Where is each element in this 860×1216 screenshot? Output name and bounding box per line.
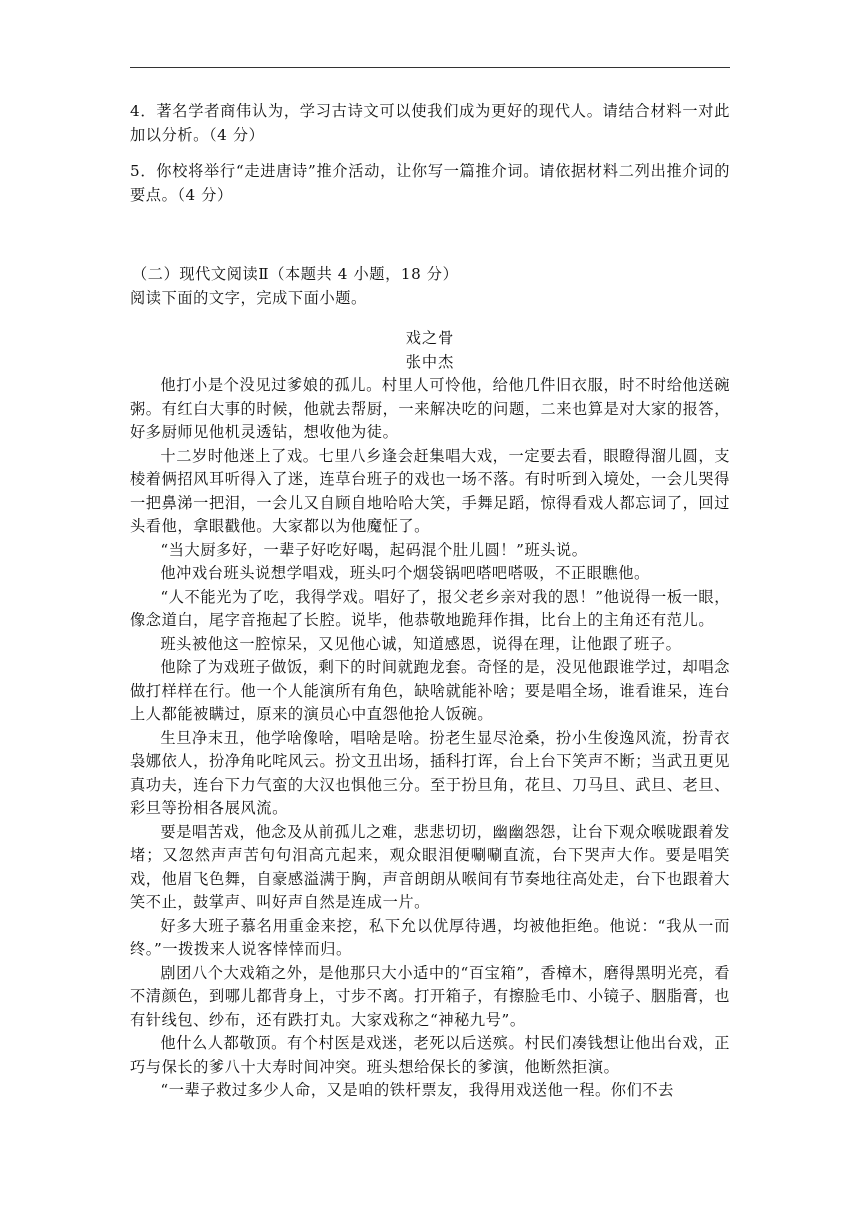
article-paragraph: 剧团八个大戏箱之外，是他那只大小适中的“百宝箱”，香樟木，磨得黑明光亮，看不清颜色，到哪儿都背身上，寸步不离。打开箱子，有擦脸毛巾、小镜子、胭脂膏，也有针线包、纱布，还有跌打丸。大家戏称之“神秘九号”。 (130, 963, 730, 1029)
section-heading: （二）现代文阅读Ⅱ（本题共 4 小题，18 分） (132, 265, 459, 283)
article-paragraph: 班头被他这一腔惊呆，又见他心诚，知道感恩，说得在理，让他跟了班子。 (160, 634, 682, 653)
article-paragraph: 他冲戏台班头说想学唱戏，班头叼个烟袋锅吧嗒吧嗒吸，不正眼瞧他。 (160, 564, 650, 582)
article-paragraph: 好多大班子慕名用重金来挖，私下允以优厚待遇，均被他拒绝。他说：“我从一而终。”一拨拨来人说客悻悻而归。 (130, 916, 730, 958)
article-paragraph: 他打小是个没见过爹娘的孤儿。村里人可怜他，给他几件旧衣服，时不时给他送碗粥。有红白大事的时候，他就去帮厨，一来解决吃的问题，二来也算是对大家的报答，好多厨师见他机灵透钻，想收他为徒。 (130, 376, 730, 441)
section-instruction: 阅读下面的文字，完成下面小题。 (130, 288, 367, 307)
page-content (130, 100, 730, 1103)
question-5: 5．你校将举行“走进唐诗”推介活动，让你写一篇推介词。请依据材料二列出推介词的要点。（4 分） (130, 162, 730, 204)
article-paragraph: “一辈子救过多少人命，又是咱的铁杆票友，我得用戏送他一程。你们不去 (160, 1081, 674, 1099)
header-rule (130, 67, 730, 68)
article-paragraph: 生旦净末丑，他学啥像啥，唱啥是啥。扮老生显尽沧桑，扮小生俊逸风流，扮青衣袅娜依人，扮净角叱咤风云。扮文丑出场，插科打诨，台上台下笑声不断；当武丑更见真功夫，连台下力气蛮的大汉也惧他三分。至于扮旦角，花旦、刀马旦、武旦、老旦、彩旦等扮相各展风流。 (130, 728, 730, 817)
article-title: 戏之骨 (405, 329, 455, 347)
article-paragraph: 要是唱苦戏，他念及从前孤儿之难，悲悲切切，幽幽怨怨，让台下观众喉咙跟着发堵；又忽然声声苦句句泪高亢起来，观众眼泪便唰唰直流，台下哭声大作。要是唱笑戏，他眉飞色舞，自豪感溢满于胸，声音朗朗从喉间有节奏地往高处走，台下也跟着大笑不止，鼓掌声、叫好声自然是连成一片。 (130, 822, 730, 911)
article-paragraph: “当大厨多好，一辈子好吃好喝，起码混个肚儿圆！”班头说。 (160, 540, 588, 559)
question-4: 4．著名学者商伟认为，学习古诗文可以使我们成为更好的现代人。请结合材料一对此加以分析。（4 分） (130, 102, 730, 144)
article-author: 张中杰 (405, 352, 455, 371)
article-paragraph: 他什么人都敬顶。有个村医是戏迷，老死以后送殡。村民们凑钱想让他出台戏，正巧与保长的爹八十大寿时间冲突。班头想给保长的爹演，他断然拒演。 (130, 1034, 730, 1076)
article-paragraph: “人不能光为了吃，我得学戏。唱好了，报父老乡亲对我的恩！”他说得一板一眼，像念道白，尾字音拖起了长腔。说毕，他恭敬地跪拜作揖，比台上的主角还有范儿。 (130, 587, 730, 629)
article-paragraph: 他除了为戏班子做饭，剩下的时间就跑龙套。奇怪的是，没见他跟谁学过，却唱念做打样样在行。他一个人能演所有角色，缺啥就能补啥；要是唱全场，谁看谁呆，连台上人都能被瞒过，原来的演员心中直怨他抢人饭碗。 (130, 658, 730, 723)
article-paragraph: 十二岁时他迷上了戏。七里八乡逢会赶集唱大戏，一定要去看，眼瞪得溜儿圆，支棱着俩招风耳听得入了迷，连草台班子的戏也一场不落。有时听到入境处，一会儿哭得一把鼻涕一把泪，一会儿又自顾自地哈哈大笑，手舞足蹈，惊得看戏人都忘词了，回过头看他，拿眼戳他。大家都以为他魔怔了。 (130, 446, 730, 535)
